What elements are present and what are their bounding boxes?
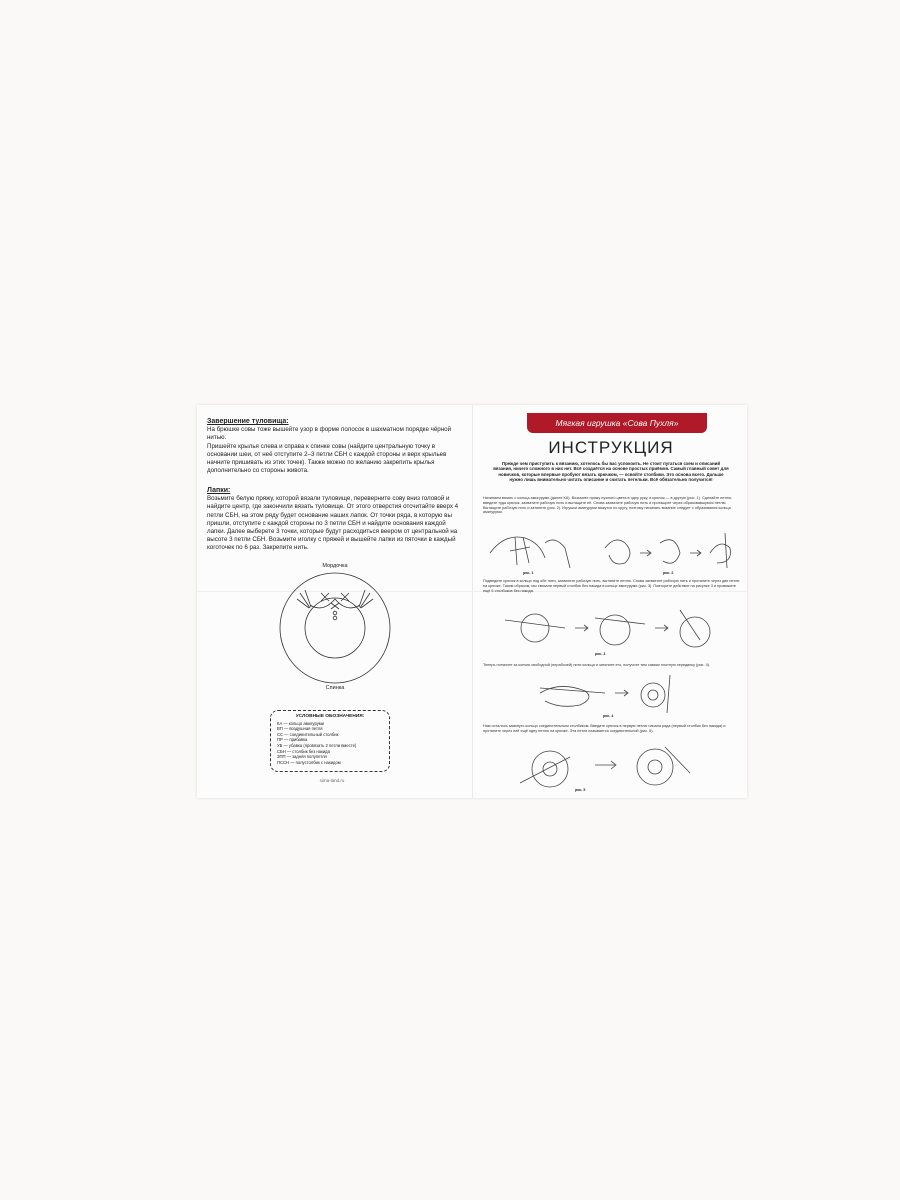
section-heading-paws: Лапки: xyxy=(207,487,231,494)
instruction-sheet xyxy=(197,405,747,798)
legend-item: КА — кольцо амигуруми xyxy=(277,720,324,726)
legend-box xyxy=(270,710,390,772)
site-footer: sima-land.ru xyxy=(319,778,345,783)
finish-paragraph-2: Пришейте крылья слева и справа к спинке совы (найдите центральную точку в основании шеи, от неё отступите 2–3 петли СБН с каждой стороны и верх крыльев начните пришивать из этих точек). Также можно по желанию закрепить крылья дополнительно со стороны живота. xyxy=(207,442,447,475)
legend-item: ВП — воздушная петля xyxy=(277,726,323,732)
legend-title: УСЛОВНЫЕ ОБОЗНАЧЕНИЯ: xyxy=(295,714,365,719)
step-4-text: Нам осталось замкнуть кольцо соединительным столбиком. Введите крючок в первую петлю начала ряда (первый столбик без накида) и протяните через неё ещё одну петлю на крючке. Эта петля называется соединительной (рис. 5). xyxy=(483,724,726,733)
hands-and-loop-illustration-icon xyxy=(485,523,745,573)
legend-item: УБ — убавка (провязать 2 петли вместе) xyxy=(277,742,357,748)
finish-paragraph-1: На брюшке совы тоже вышейте узор в форме полосок в шахматном порядке чёрной нитью. xyxy=(207,426,452,442)
tightened-ring-illustration-icon xyxy=(535,673,695,713)
right-page xyxy=(475,405,747,798)
step-1-text: Начинаем вязать с кольца амигуруми (далее КА). Возьмите пряжу нужного цвета в одну руку, а крючок — в другую (рис. 1). Сделайте петлю, введите туда крючок, захватите рабочую нить и вытащите её. Снова захватите рабочую нить и протащите через образовавшуюся петлю. Вытащите рабочую нить и затяните (рис. 2). Игрушки амигуруми вяжутся по кругу, поэтому начинать вязание следует с образования кольца амигуруми. xyxy=(483,496,733,515)
legend-item: ПР — прибавка xyxy=(277,737,308,743)
diagram-label-back: Спинка xyxy=(325,685,345,691)
figure-caption-2: рис. 2 xyxy=(663,571,674,575)
product-banner: Мягкая игрушка «Сова Пухля» xyxy=(527,413,707,433)
section-body-paws xyxy=(207,487,465,553)
figure-caption-1: рис. 1 xyxy=(523,571,534,575)
legend-item: СБН — столбик без накида xyxy=(277,748,330,754)
intro-text: Прежде чем приступить к вязанию, хотелось бы вас успокоить. Не стоит пугаться схем и описаний вязания, ничего сложного в них нет. Всё создаётся на основе простых приёмов. Самый главный совет для новичков, которые впервые пробуют вязать крючком, — освойте столбики. Это основа всего. Дальше нужно лишь внимательно читать описание и считать петельки. Всё обязательно получится! xyxy=(493,461,729,483)
slip-stitch-illustration-icon xyxy=(515,743,715,791)
step-3-text: Теперь потяните за кончик свободной (нерабочей) нити кольца и затяните его, получите тем самым плотную серединку (рис. 4). xyxy=(483,663,710,667)
fold-line-vertical xyxy=(472,405,473,798)
paws-diagram xyxy=(265,563,405,693)
legend-item: ЗПП — задняя полупетля xyxy=(277,754,327,760)
page-title: ИНСТРУКЦИЯ xyxy=(548,438,674,457)
step-2-text: Подведите крючок в кольцо под обе нити, захватите рабочую нить, вытяните петлю. Снова захватите рабочую нить и протяните через две петли на крючке. Таким образом, мы связали первый столбик без накида в кольце амигуруми (рис. 3). Повторите действие на рисунке 3 и провяжите ещё 5 столбиков без накида. xyxy=(483,579,740,593)
single-crochet-illustration-icon xyxy=(495,600,735,655)
figure-caption-4: рис. 4 xyxy=(603,714,614,718)
figure-caption-3: рис. 3 xyxy=(595,652,606,656)
figure-caption-5: рис. 5 xyxy=(575,788,586,792)
left-page xyxy=(197,405,467,798)
diagram-label-face: Мордочка xyxy=(322,563,348,569)
section-body-finish xyxy=(207,418,465,475)
section-heading-finish: Завершение туловища: xyxy=(207,418,289,425)
ring-diagram-icon xyxy=(265,563,405,693)
legend-item: ПССН — полустолбик с накидом xyxy=(277,759,341,765)
legend-item: СС — соединительный столбик xyxy=(277,731,339,737)
paws-paragraph-1: Возьмите белую пряжу, которой вязали туловище, переверните сову вниз головой и найдите центр, где закончили вязать туловище. От этого отверстия отсчитайте вверх 4 петли СБН, на этом ряду будет основание наших лапок. От точки ряда, в которую вы пришли, отступите с каждой стороны по 3 петли СБН и найдите основания каждой лапки. Далее выберете 3 точки, которые будут расходиться веером от центральной на высоте 3 петли СБН. Возьмите иголку с пряжей и вышейте лапки из пяточки в каждый коготочек по 6 раз. Закрепите нить. xyxy=(207,495,459,552)
